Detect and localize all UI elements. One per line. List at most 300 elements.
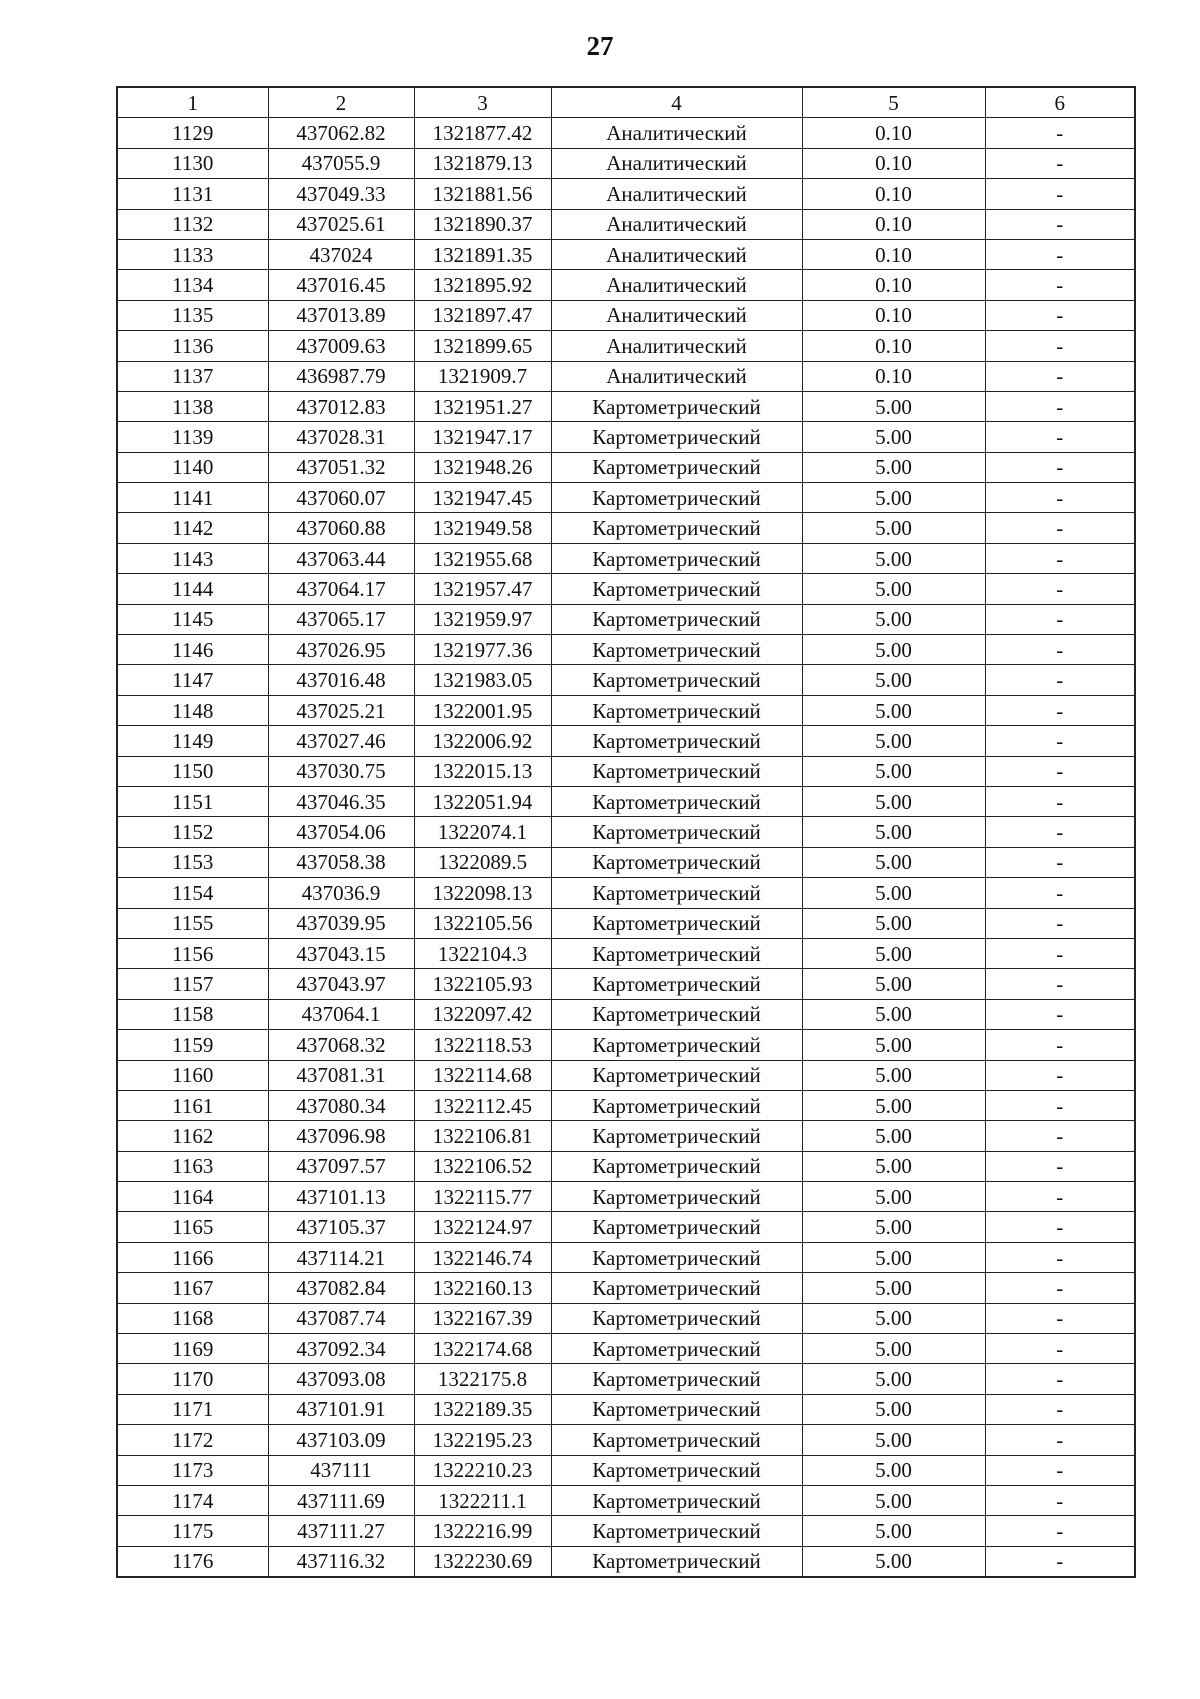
x-coordinate-cell: 437009.63 [268, 331, 414, 361]
x-coordinate-cell: 437054.06 [268, 817, 414, 847]
table-row [117, 331, 1135, 361]
table-row [117, 1030, 1135, 1060]
table-row [117, 483, 1135, 513]
y-coordinate-cell: 1322189.35 [414, 1394, 551, 1424]
note-cell: - [985, 695, 1135, 725]
y-coordinate-cell: 1322015.13 [414, 756, 551, 786]
accuracy-cell: 5.00 [802, 999, 985, 1029]
point-number-cell: 1162 [117, 1121, 268, 1151]
point-number-cell: 1132 [117, 209, 268, 239]
point-number-cell: 1175 [117, 1516, 268, 1546]
x-coordinate-cell: 437028.31 [268, 422, 414, 452]
x-coordinate-cell: 437081.31 [268, 1060, 414, 1090]
note-cell: - [985, 483, 1135, 513]
y-coordinate-cell: 1322211.1 [414, 1485, 551, 1515]
x-coordinate-cell: 437064.17 [268, 574, 414, 604]
accuracy-cell: 0.10 [802, 270, 985, 300]
y-coordinate-cell: 1322230.69 [414, 1546, 551, 1577]
column-header-5: 5 [802, 87, 985, 118]
table-row [117, 209, 1135, 239]
method-cell: Аналитический [551, 209, 802, 239]
table-row [117, 574, 1135, 604]
note-cell: - [985, 391, 1135, 421]
y-coordinate-cell: 1322160.13 [414, 1273, 551, 1303]
method-cell: Картометрический [551, 1516, 802, 1546]
method-cell: Картометрический [551, 1546, 802, 1577]
table-row [117, 1516, 1135, 1546]
y-coordinate-cell: 1322195.23 [414, 1425, 551, 1455]
note-cell: - [985, 422, 1135, 452]
accuracy-cell: 5.00 [802, 1334, 985, 1364]
point-number-cell: 1167 [117, 1273, 268, 1303]
table-row [117, 969, 1135, 999]
method-cell: Картометрический [551, 1212, 802, 1242]
method-cell: Картометрический [551, 695, 802, 725]
x-coordinate-cell: 437101.13 [268, 1182, 414, 1212]
accuracy-cell: 5.00 [802, 1151, 985, 1181]
point-number-cell: 1151 [117, 786, 268, 816]
accuracy-cell: 5.00 [802, 1455, 985, 1485]
accuracy-cell: 0.10 [802, 118, 985, 148]
point-number-cell: 1169 [117, 1334, 268, 1364]
point-number-cell: 1164 [117, 1182, 268, 1212]
table-row [117, 1455, 1135, 1485]
accuracy-cell: 5.00 [802, 1394, 985, 1424]
accuracy-cell: 5.00 [802, 483, 985, 513]
point-number-cell: 1168 [117, 1303, 268, 1333]
table-row [117, 1273, 1135, 1303]
note-cell: - [985, 1090, 1135, 1120]
note-cell: - [985, 1394, 1135, 1424]
accuracy-cell: 5.00 [802, 543, 985, 573]
accuracy-cell: 5.00 [802, 604, 985, 634]
table-row [117, 118, 1135, 148]
accuracy-cell: 5.00 [802, 665, 985, 695]
note-cell: - [985, 179, 1135, 209]
note-cell: - [985, 1303, 1135, 1333]
table-row [117, 452, 1135, 482]
method-cell: Картометрический [551, 1273, 802, 1303]
point-number-cell: 1147 [117, 665, 268, 695]
y-coordinate-cell: 1322167.39 [414, 1303, 551, 1333]
point-number-cell: 1165 [117, 1212, 268, 1242]
table-row [117, 1485, 1135, 1515]
y-coordinate-cell: 1321955.68 [414, 543, 551, 573]
x-coordinate-cell: 437016.48 [268, 665, 414, 695]
method-cell: Картометрический [551, 908, 802, 938]
x-coordinate-cell: 437111.69 [268, 1485, 414, 1515]
y-coordinate-cell: 1322175.8 [414, 1364, 551, 1394]
x-coordinate-cell: 437101.91 [268, 1394, 414, 1424]
y-coordinate-cell: 1322114.68 [414, 1060, 551, 1090]
point-number-cell: 1172 [117, 1425, 268, 1455]
note-cell: - [985, 1273, 1135, 1303]
x-coordinate-cell: 437060.88 [268, 513, 414, 543]
point-number-cell: 1176 [117, 1546, 268, 1577]
point-number-cell: 1150 [117, 756, 268, 786]
x-coordinate-cell: 437103.09 [268, 1425, 414, 1455]
accuracy-cell: 5.00 [802, 1303, 985, 1333]
method-cell: Картометрический [551, 483, 802, 513]
point-number-cell: 1135 [117, 300, 268, 330]
table-row [117, 1121, 1135, 1151]
note-cell: - [985, 1546, 1135, 1577]
table-row [117, 665, 1135, 695]
note-cell: - [985, 452, 1135, 482]
y-coordinate-cell: 1322174.68 [414, 1334, 551, 1364]
point-number-cell: 1153 [117, 847, 268, 877]
x-coordinate-cell: 437024 [268, 239, 414, 269]
page-number: 27 [586, 31, 614, 61]
table-row [117, 179, 1135, 209]
accuracy-cell: 5.00 [802, 1546, 985, 1577]
table-row [117, 270, 1135, 300]
table-row [117, 1334, 1135, 1364]
method-cell: Картометрический [551, 1425, 802, 1455]
y-coordinate-cell: 1321959.97 [414, 604, 551, 634]
method-cell: Картометрический [551, 1334, 802, 1364]
table-row [117, 938, 1135, 968]
table-row [117, 148, 1135, 178]
note-cell: - [985, 270, 1135, 300]
note-cell: - [985, 726, 1135, 756]
table-row [117, 908, 1135, 938]
method-cell: Картометрический [551, 999, 802, 1029]
method-cell: Картометрический [551, 1151, 802, 1181]
note-cell: - [985, 361, 1135, 391]
x-coordinate-cell: 437026.95 [268, 635, 414, 665]
accuracy-cell: 0.10 [802, 148, 985, 178]
table-row [117, 756, 1135, 786]
y-coordinate-cell: 1321977.36 [414, 635, 551, 665]
note-cell: - [985, 1030, 1135, 1060]
note-cell: - [985, 635, 1135, 665]
x-coordinate-cell: 437064.1 [268, 999, 414, 1029]
x-coordinate-cell: 437060.07 [268, 483, 414, 513]
y-coordinate-cell: 1322118.53 [414, 1030, 551, 1060]
point-number-cell: 1146 [117, 635, 268, 665]
point-number-cell: 1171 [117, 1394, 268, 1424]
x-coordinate-cell: 437068.32 [268, 1030, 414, 1060]
x-coordinate-cell: 437093.08 [268, 1364, 414, 1394]
note-cell: - [985, 574, 1135, 604]
x-coordinate-cell: 437096.98 [268, 1121, 414, 1151]
x-coordinate-cell: 437080.34 [268, 1090, 414, 1120]
accuracy-cell: 5.00 [802, 422, 985, 452]
point-number-cell: 1166 [117, 1242, 268, 1272]
table-row [117, 999, 1135, 1029]
table-row [117, 786, 1135, 816]
point-number-cell: 1161 [117, 1090, 268, 1120]
accuracy-cell: 5.00 [802, 1182, 985, 1212]
method-cell: Картометрический [551, 665, 802, 695]
point-number-cell: 1149 [117, 726, 268, 756]
table-row [117, 695, 1135, 725]
method-cell: Аналитический [551, 300, 802, 330]
method-cell: Картометрический [551, 817, 802, 847]
x-coordinate-cell: 437111 [268, 1455, 414, 1485]
accuracy-cell: 5.00 [802, 1121, 985, 1151]
accuracy-cell: 0.10 [802, 300, 985, 330]
y-coordinate-cell: 1321948.26 [414, 452, 551, 482]
table-row [117, 604, 1135, 634]
x-coordinate-cell: 437013.89 [268, 300, 414, 330]
accuracy-cell: 5.00 [802, 969, 985, 999]
method-cell: Картометрический [551, 1455, 802, 1485]
method-cell: Картометрический [551, 1242, 802, 1272]
method-cell: Картометрический [551, 1394, 802, 1424]
method-cell: Аналитический [551, 270, 802, 300]
method-cell: Картометрический [551, 1364, 802, 1394]
x-coordinate-cell: 437025.61 [268, 209, 414, 239]
y-coordinate-cell: 1322105.93 [414, 969, 551, 999]
y-coordinate-cell: 1321895.92 [414, 270, 551, 300]
note-cell: - [985, 938, 1135, 968]
note-cell: - [985, 513, 1135, 543]
accuracy-cell: 5.00 [802, 786, 985, 816]
x-coordinate-cell: 437092.34 [268, 1334, 414, 1364]
method-cell: Картометрический [551, 422, 802, 452]
x-coordinate-cell: 437049.33 [268, 179, 414, 209]
y-coordinate-cell: 1322210.23 [414, 1455, 551, 1485]
x-coordinate-cell: 437062.82 [268, 118, 414, 148]
accuracy-cell: 5.00 [802, 452, 985, 482]
note-cell: - [985, 969, 1135, 999]
method-cell: Картометрический [551, 543, 802, 573]
accuracy-cell: 5.00 [802, 1060, 985, 1090]
y-coordinate-cell: 1322106.52 [414, 1151, 551, 1181]
point-number-cell: 1140 [117, 452, 268, 482]
point-number-cell: 1158 [117, 999, 268, 1029]
table-row [117, 513, 1135, 543]
y-coordinate-cell: 1321899.65 [414, 331, 551, 361]
method-cell: Картометрический [551, 604, 802, 634]
x-coordinate-cell: 437036.9 [268, 878, 414, 908]
table-row [117, 1546, 1135, 1577]
column-header-1: 1 [117, 87, 268, 118]
accuracy-cell: 0.10 [802, 361, 985, 391]
accuracy-cell: 5.00 [802, 1516, 985, 1546]
note-cell: - [985, 209, 1135, 239]
accuracy-cell: 5.00 [802, 938, 985, 968]
point-number-cell: 1130 [117, 148, 268, 178]
method-cell: Картометрический [551, 786, 802, 816]
point-number-cell: 1152 [117, 817, 268, 847]
y-coordinate-cell: 1322216.99 [414, 1516, 551, 1546]
x-coordinate-cell: 437063.44 [268, 543, 414, 573]
table-row [117, 391, 1135, 421]
note-cell: - [985, 239, 1135, 269]
point-number-cell: 1138 [117, 391, 268, 421]
x-coordinate-cell: 437116.32 [268, 1546, 414, 1577]
note-cell: - [985, 847, 1135, 877]
table-row [117, 635, 1135, 665]
point-number-cell: 1155 [117, 908, 268, 938]
accuracy-cell: 0.10 [802, 239, 985, 269]
table-row [117, 1090, 1135, 1120]
note-cell: - [985, 300, 1135, 330]
coordinates-table [116, 86, 1136, 1578]
y-coordinate-cell: 1322106.81 [414, 1121, 551, 1151]
point-number-cell: 1141 [117, 483, 268, 513]
accuracy-cell: 5.00 [802, 1090, 985, 1120]
note-cell: - [985, 817, 1135, 847]
x-coordinate-cell: 437012.83 [268, 391, 414, 421]
accuracy-cell: 5.00 [802, 756, 985, 786]
point-number-cell: 1143 [117, 543, 268, 573]
x-coordinate-cell: 437055.9 [268, 148, 414, 178]
x-coordinate-cell: 437043.97 [268, 969, 414, 999]
column-header-2: 2 [268, 87, 414, 118]
y-coordinate-cell: 1322006.92 [414, 726, 551, 756]
note-cell: - [985, 665, 1135, 695]
point-number-cell: 1156 [117, 938, 268, 968]
table-row [117, 422, 1135, 452]
x-coordinate-cell: 437039.95 [268, 908, 414, 938]
point-number-cell: 1136 [117, 331, 268, 361]
note-cell: - [985, 756, 1135, 786]
point-number-cell: 1134 [117, 270, 268, 300]
point-number-cell: 1174 [117, 1485, 268, 1515]
x-coordinate-cell: 437058.38 [268, 847, 414, 877]
point-number-cell: 1148 [117, 695, 268, 725]
x-coordinate-cell: 437105.37 [268, 1212, 414, 1242]
note-cell: - [985, 148, 1135, 178]
x-coordinate-cell: 437030.75 [268, 756, 414, 786]
method-cell: Картометрический [551, 969, 802, 999]
y-coordinate-cell: 1321909.7 [414, 361, 551, 391]
method-cell: Картометрический [551, 847, 802, 877]
x-coordinate-cell: 437043.15 [268, 938, 414, 968]
method-cell: Аналитический [551, 331, 802, 361]
table-row [117, 300, 1135, 330]
table-row [117, 817, 1135, 847]
column-header-4: 4 [551, 87, 802, 118]
accuracy-cell: 5.00 [802, 817, 985, 847]
note-cell: - [985, 999, 1135, 1029]
note-cell: - [985, 1242, 1135, 1272]
method-cell: Картометрический [551, 1182, 802, 1212]
method-cell: Картометрический [551, 635, 802, 665]
column-header-3: 3 [414, 87, 551, 118]
accuracy-cell: 5.00 [802, 726, 985, 756]
y-coordinate-cell: 1321951.27 [414, 391, 551, 421]
accuracy-cell: 5.00 [802, 1030, 985, 1060]
method-cell: Аналитический [551, 179, 802, 209]
point-number-cell: 1131 [117, 179, 268, 209]
y-coordinate-cell: 1321947.17 [414, 422, 551, 452]
table-row [117, 543, 1135, 573]
y-coordinate-cell: 1321949.58 [414, 513, 551, 543]
accuracy-cell: 5.00 [802, 391, 985, 421]
point-number-cell: 1133 [117, 239, 268, 269]
table-row [117, 1242, 1135, 1272]
method-cell: Аналитический [551, 148, 802, 178]
y-coordinate-cell: 1322001.95 [414, 695, 551, 725]
table-row [117, 1425, 1135, 1455]
x-coordinate-cell: 437111.27 [268, 1516, 414, 1546]
method-cell: Картометрический [551, 574, 802, 604]
table-row [117, 1182, 1135, 1212]
x-coordinate-cell: 437065.17 [268, 604, 414, 634]
table-row [117, 239, 1135, 269]
y-coordinate-cell: 1322097.42 [414, 999, 551, 1029]
point-number-cell: 1170 [117, 1364, 268, 1394]
table-row [117, 847, 1135, 877]
accuracy-cell: 5.00 [802, 1242, 985, 1272]
y-coordinate-cell: 1322051.94 [414, 786, 551, 816]
y-coordinate-cell: 1321897.47 [414, 300, 551, 330]
method-cell: Картометрический [551, 1485, 802, 1515]
method-cell: Картометрический [551, 391, 802, 421]
accuracy-cell: 5.00 [802, 1212, 985, 1242]
y-coordinate-cell: 1321957.47 [414, 574, 551, 604]
y-coordinate-cell: 1321891.35 [414, 239, 551, 269]
y-coordinate-cell: 1321890.37 [414, 209, 551, 239]
accuracy-cell: 5.00 [802, 908, 985, 938]
accuracy-cell: 5.00 [802, 1485, 985, 1515]
y-coordinate-cell: 1321881.56 [414, 179, 551, 209]
accuracy-cell: 5.00 [802, 1273, 985, 1303]
accuracy-cell: 5.00 [802, 513, 985, 543]
table-row [117, 1212, 1135, 1242]
x-coordinate-cell: 437016.45 [268, 270, 414, 300]
x-coordinate-cell: 437027.46 [268, 726, 414, 756]
table-row [117, 1394, 1135, 1424]
table-row [117, 878, 1135, 908]
method-cell: Картометрический [551, 1030, 802, 1060]
method-cell: Аналитический [551, 239, 802, 269]
method-cell: Картометрический [551, 878, 802, 908]
note-cell: - [985, 1455, 1135, 1485]
method-cell: Картометрический [551, 1121, 802, 1151]
point-number-cell: 1137 [117, 361, 268, 391]
note-cell: - [985, 1182, 1135, 1212]
method-cell: Картометрический [551, 513, 802, 543]
method-cell: Картометрический [551, 452, 802, 482]
table-row [117, 726, 1135, 756]
accuracy-cell: 5.00 [802, 635, 985, 665]
accuracy-cell: 5.00 [802, 1425, 985, 1455]
accuracy-cell: 0.10 [802, 331, 985, 361]
point-number-cell: 1142 [117, 513, 268, 543]
table-row [117, 361, 1135, 391]
method-cell: Картометрический [551, 1060, 802, 1090]
y-coordinate-cell: 1322115.77 [414, 1182, 551, 1212]
x-coordinate-cell: 437114.21 [268, 1242, 414, 1272]
x-coordinate-cell: 437087.74 [268, 1303, 414, 1333]
table-row [117, 1364, 1135, 1394]
x-coordinate-cell: 436987.79 [268, 361, 414, 391]
note-cell: - [985, 1485, 1135, 1515]
method-cell: Аналитический [551, 118, 802, 148]
y-coordinate-cell: 1321879.13 [414, 148, 551, 178]
point-number-cell: 1154 [117, 878, 268, 908]
note-cell: - [985, 331, 1135, 361]
table-body [117, 118, 1135, 1577]
x-coordinate-cell: 437082.84 [268, 1273, 414, 1303]
y-coordinate-cell: 1322104.3 [414, 938, 551, 968]
note-cell: - [985, 908, 1135, 938]
point-number-cell: 1145 [117, 604, 268, 634]
point-number-cell: 1139 [117, 422, 268, 452]
note-cell: - [985, 1516, 1135, 1546]
method-cell: Картометрический [551, 1303, 802, 1333]
point-number-cell: 1144 [117, 574, 268, 604]
note-cell: - [985, 878, 1135, 908]
y-coordinate-cell: 1322105.56 [414, 908, 551, 938]
x-coordinate-cell: 437051.32 [268, 452, 414, 482]
